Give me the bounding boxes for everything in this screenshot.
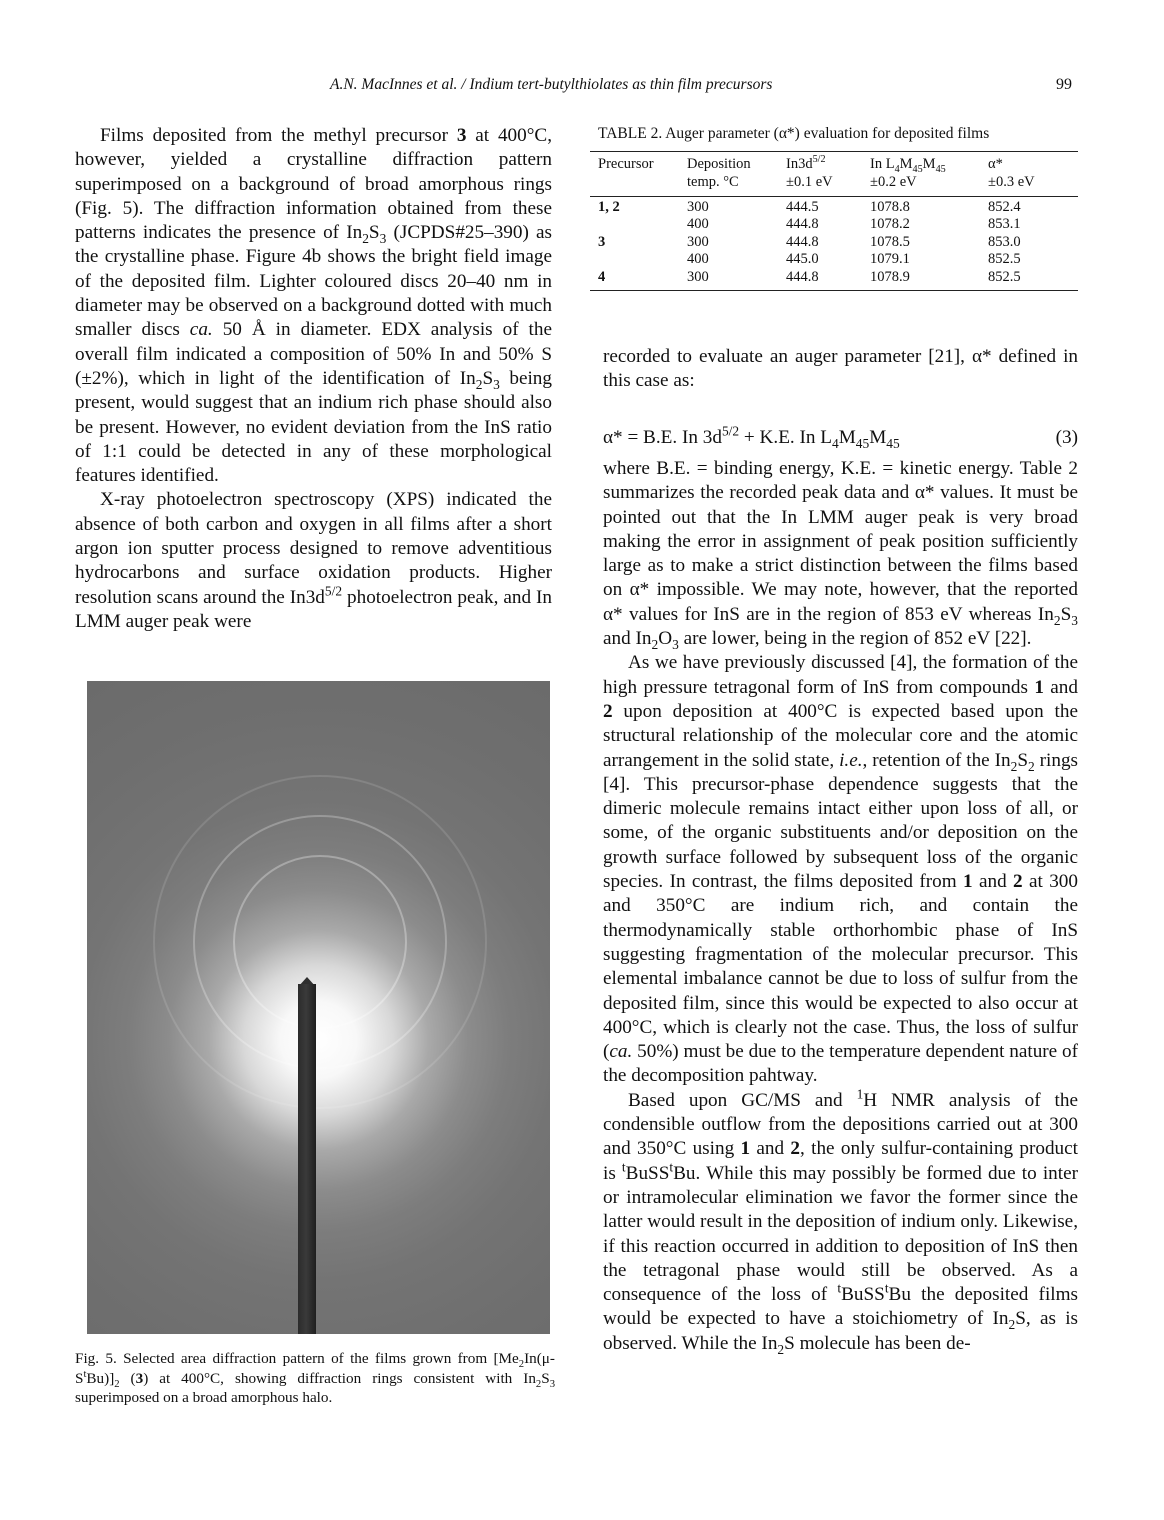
table-row bbox=[590, 199, 1078, 216]
cell-inlmm: 1078.8 bbox=[870, 199, 910, 215]
table-caption: TABLE 2. Auger parameter (α*) evaluation for deposited films bbox=[598, 125, 990, 142]
equation-number: (3) bbox=[1055, 427, 1078, 448]
cell-precursor: 4 bbox=[598, 268, 606, 285]
table-row bbox=[590, 216, 1078, 233]
cell-temp: 300 bbox=[687, 268, 709, 285]
cell-in3d: 444.8 bbox=[786, 233, 819, 250]
table-row bbox=[590, 234, 1078, 251]
running-header bbox=[0, 76, 1164, 100]
cell-alpha: 852.4 bbox=[988, 199, 1021, 215]
figure-caption: Fig. 5. Selected area diffraction pattern of the films grown from $[Me_2In(\mu-S^tBu)]_2$ (3) at 400°C, showing diffraction rings consistent with $In_2S_3$ superimposed on a broad amorphous halo. bbox=[75, 1350, 555, 1407]
cell-temp: 300 bbox=[687, 233, 709, 250]
cell-alpha: 852.5 bbox=[988, 268, 1021, 285]
running-title: A.N. MacInnes et al. / Indium tert-butylthiolates as thin film precursors bbox=[330, 76, 773, 93]
header-precursor: Precursor bbox=[598, 156, 654, 172]
cell-in3d: 444.5 bbox=[786, 199, 819, 215]
table-body bbox=[590, 197, 1078, 290]
table-row bbox=[590, 269, 1078, 286]
cell-precursor: 3 bbox=[598, 233, 606, 250]
cell-in3d: 444.8 bbox=[786, 268, 819, 285]
right-column-intro bbox=[603, 345, 1078, 394]
paragraph: recorded to evaluate an auger parameter [21], α* defined in this case as: bbox=[603, 346, 1078, 392]
paragraph: Films deposited from the methyl precursor 3 at 400°C, however, yielded a crystalline diffraction pattern superimposed on a background of broad amorphous rings (Fig. 5). The diffraction information obtained from these patterns indicates the presence of $In_2S_3$ (JCPDS#25–390) as the crystalline phase. Figure 4b shows the bright field image of the deposited film. Lighter coloured discs 20–40 nm in diameter may be observed on a background dotted with much smaller discs ca. 50 Å in diameter. EDX analysis of the overall film indicated a composition of 50% In and 50% S (±2%), which in light of the identification of $In_2S_3$ being present, would suggest that an indium rich phase should also be present. However, no evident deviation from the InS ratio of 1:1 could be detected in any of these morphological features identified. bbox=[75, 125, 552, 487]
equation-3 bbox=[603, 423, 1078, 453]
header-deposition: Deposition bbox=[687, 156, 751, 172]
cell-inlmm: 1078.9 bbox=[870, 268, 910, 285]
auger-parameter-table bbox=[590, 151, 1078, 291]
cell-temp: 300 bbox=[687, 199, 709, 215]
page-number: 99 bbox=[1056, 76, 1072, 93]
header-alpha-error: ±0.3 eV bbox=[988, 174, 1035, 190]
header-in3d: $In3d^{5/2}$ bbox=[786, 154, 826, 172]
cell-alpha: 853.1 bbox=[988, 216, 1021, 233]
left-column bbox=[75, 124, 552, 634]
header-deposition-unit: temp. °C bbox=[687, 174, 739, 190]
table-header bbox=[590, 152, 1078, 197]
header-alpha: α* bbox=[988, 156, 1003, 172]
header-inlmm: In $L_4M_{45}M_{45}$ bbox=[870, 156, 946, 175]
cell-temp: 400 bbox=[687, 251, 709, 268]
paragraph: where B.E. = binding energy, K.E. = kinetic energy. Table 2 summarizes the recorded peak data and α* values. It must be pointed out that the In LMM auger peak is very broad making the error in assignment of peak position sufficiently large as to make a strict distinction between the films based on α* impossible. We may note, however, that the reported α* values for InS are in the region of 853 eV whereas $In_2S_3$ and $In_2O_3$ are lower, being in the region of 852 eV [22]. bbox=[603, 458, 1078, 652]
cell-precursor: 1, 2 bbox=[598, 199, 620, 215]
diffraction-pattern-image bbox=[87, 681, 550, 1334]
paragraph: X-ray photoelectron spectroscopy (XPS) indicated the absence of both carbon and oxygen in all films after a short argon ion sputter process designed to remove adventitious hydrocarbons and surface oxidation products. Higher resolution scans around the $In3d^{5/2}$ photoelectron peak, and In LMM auger peak were bbox=[75, 489, 552, 632]
header-in3d-error: ±0.1 eV bbox=[786, 174, 833, 190]
cell-inlmm: 1078.5 bbox=[870, 233, 910, 250]
equation-text: α* = B.E. In $3d^{5/2} + K.E$. In $L_4M_{45}M_{45}$ bbox=[603, 423, 900, 451]
header-inlmm-error: ±0.2 eV bbox=[870, 174, 917, 190]
cell-inlmm: 1079.1 bbox=[870, 251, 910, 268]
paragraph: Based upon GC/MS and $^1$H NMR analysis of the condensible outflow from the depositions carried out at 300 and 350°C using 1 and 2, the only sulfur-containing product is $^t$BuSS$^t$Bu. While this may possibly be formed due to inter or intramolecular elimination we favor the former since the latter would result in the deposition of indium only. Likewise, if this reaction occurred in addition to deposition of InS then the tetragonal phase would still be observed. As a consequence of the loss of $^t$BuSS$^t$Bu the deposited films would be expected to have a stoichiometry of $In_2S$, as is observed. While the $In_2S$ molecule has been de- bbox=[603, 1086, 1078, 1357]
cell-in3d: 445.0 bbox=[786, 251, 819, 268]
cell-in3d: 444.8 bbox=[786, 216, 819, 233]
cell-alpha: 852.5 bbox=[988, 251, 1021, 268]
paragraph: As we have previously discussed [4], the formation of the high pressure tetragonal form of InS from compounds 1 and 2 upon deposition at 400°C is expected based upon the structural relationship of the molecular core and the atomic arrangement in the solid state, i.e., retention of the $In_2S_2$ rings [4]. This precursor-phase dependence suggests that the dimeric molecule remains intact either upon loss of all, or some, of the organic substituents and/or deposition on the growth surface followed by subsequent loss of the organic species. In contrast, the films deposited from 1 and 2 at 300 and 350°C are indium rich, and contain the thermodynamically stable orthorhombic phase of InS suggesting fragmentation of the molecular precursor. This elemental imbalance cannot be due to loss of sulfur from the deposited film, since this would be expected to also occur at 400°C, which is clearly not the case. Thus, the loss of sulfur (ca. 50%) must be due to the temperature dependent nature of the decomposition pahtway. bbox=[603, 652, 1079, 1087]
diffraction-ring bbox=[233, 855, 407, 1029]
cell-inlmm: 1078.2 bbox=[870, 216, 910, 233]
beam-stop bbox=[298, 984, 316, 1334]
table-row bbox=[590, 251, 1078, 268]
cell-alpha: 853.0 bbox=[988, 233, 1021, 250]
right-column bbox=[603, 457, 1078, 1356]
cell-temp: 400 bbox=[687, 216, 709, 233]
